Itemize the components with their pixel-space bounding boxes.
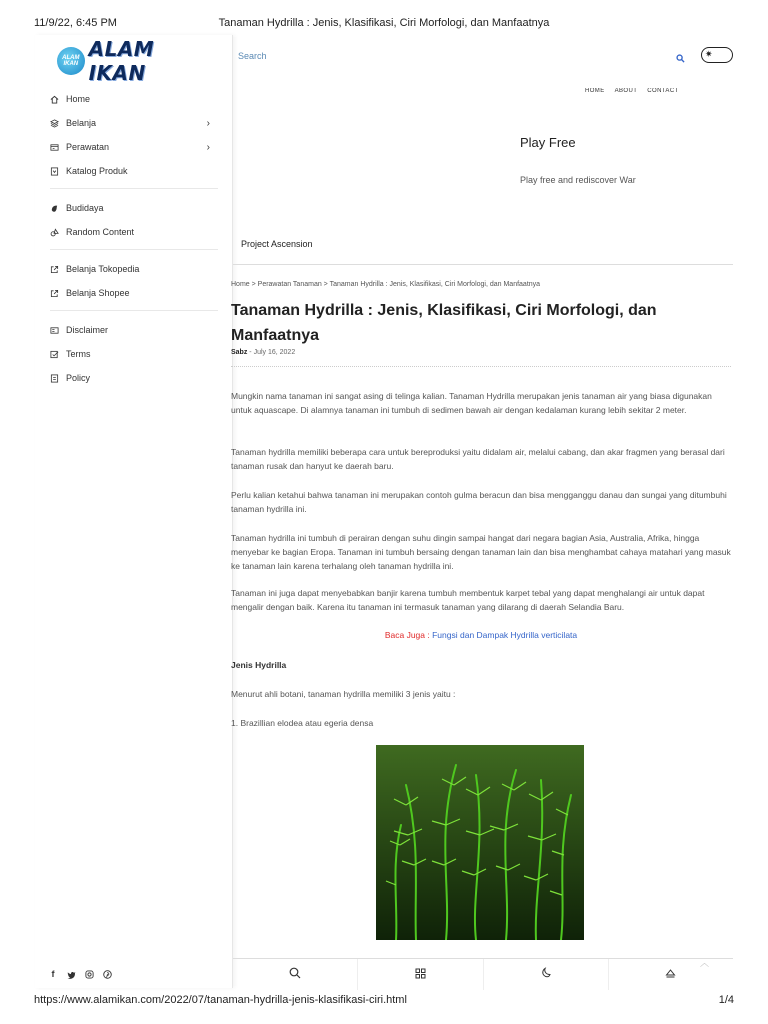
search-icon[interactable] [676,50,685,68]
search-icon [289,966,301,984]
paragraph: Tanaman ini juga dapat menyebabkan banjir karena tumbuh membentuk karpet tebal yang dapat menghalangi air untuk dapat mengalir dengan baik. Karena itu tanaman ini termasuk tanaman yang dilarang di daerah Selandia Baru. [231,588,705,612]
paragraph: Perlu kalian ketahui bahwa tanaman ini merupakan contoh gulma beracun dan bisa mengganggu danau dan sungai yang ditumbuhi tanaman hydrilla ini. [231,490,727,514]
print-page-count: 1/4 [718,994,734,1006]
id-card-icon [50,326,59,335]
social-links [48,969,112,979]
post-title: Tanaman Hydrilla : Jenis, Klasifikasi, Ciri Morfologi, dan Manfaatnya [231,302,657,344]
sidebar-item-label: Belanja [66,118,97,128]
sidebar-item-label: Terms [66,349,91,359]
eject-icon [665,966,676,984]
list-item: 1. Brazillian elodea atau egeria densa [231,718,374,728]
sidebar-item-belanja[interactable] [50,115,220,131]
sidebar-divider [50,188,218,189]
sidebar-item-belanja-shopee[interactable] [50,285,220,301]
paragraph: Tanaman hydrilla ini tumbuh di perairan dengan suhu dingin sampai hangat dari negara bagian Asia, Australia, Afrika, hingga menyebar ke bagian Eropa. Tanaman ini tumbuh bersaing dengan tanaman lain dan bisa menghambat cahaya matahari yang masuk ke tanaman lain karena terhalang oleh tanaman hydrilla ini. [231,533,731,571]
sidebar-item-policy[interactable] [50,370,220,386]
sidebar-item-label: Perawatan [66,142,110,152]
site-logo[interactable] [57,37,217,85]
grid-icon [415,966,426,984]
instagram-icon[interactable] [84,969,94,979]
ad-title: Play Free [520,135,576,150]
theme-toggle[interactable] [701,47,733,63]
sidebar-item-belanja-tokopedia[interactable] [50,261,220,277]
chevron-up-icon[interactable]: ︿ [700,958,710,968]
paragraph: Tanaman hydrilla memiliki beberapa cara untuk bereproduksi yaitu didalam air, melalui cabang, dan akar fragmen yang berasal dari tanaman rusak dan hanyut ke daerah baru. [231,447,725,471]
sidebar-item-random-content[interactable] [50,224,220,240]
sidebar-item-terms[interactable] [50,346,220,362]
catalog-icon [50,167,59,176]
top-bar [233,35,733,85]
ad-brand: Project Ascension [241,239,313,249]
pinterest-icon[interactable] [102,969,112,979]
section-heading: Jenis Hydrilla [231,660,287,670]
sidebar-item-label: Belanja Tokopedia [66,264,140,274]
hydrilla-photo [376,745,584,940]
sidebar-divider [50,310,218,311]
sidebar-item-label: Policy [66,373,91,383]
sidebar-item-home[interactable] [50,91,220,107]
sidebar-item-disclaimer[interactable] [50,322,220,338]
meta-divider [231,366,731,367]
fish-icon [50,204,59,213]
bottom-grid-button[interactable] [358,959,483,990]
nav-about[interactable]: ABOUT [614,88,638,94]
check-square-icon [50,350,59,359]
sidebar-item-perawatan[interactable] [50,139,220,155]
print-datetime: 11/9/22, 6:45 PM [34,17,117,29]
paragraph: Mungkin nama tanaman ini sangat asing di telinga kalian. Tanaman Hydrilla merupakan jenis tanaman air yang biasa digunakan untuk aquascape. Di alamnya tanaman ini tumbuh di sedimen bawah air dengan kedalaman kurang lebih sekitar 2 meter. [231,391,712,415]
bottom-toolbar [233,958,733,990]
layers-icon [50,119,59,128]
paragraph: Menurut ahli botani, tanaman hydrilla memiliki 3 jenis yaitu : [231,689,456,699]
print-header [0,17,768,31]
shapes-icon [50,228,59,237]
facebook-icon[interactable]: f [51,969,55,979]
ad-description: Play free and rediscover War [520,175,636,185]
sidebar-item-label: Budidaya [66,203,104,213]
sidebar-item-label: Random Content [66,227,135,237]
print-footer [0,994,768,1008]
chevron-right-icon: › [206,141,210,153]
sidebar-item-katalog-produk[interactable] [50,163,220,179]
nav-home[interactable]: HOME [585,88,605,94]
read-also [231,630,731,640]
search-input[interactable]: Search [238,51,267,61]
sidebar-item-label: Katalog Produk [66,166,128,176]
bottom-search-button[interactable] [233,959,358,990]
sidebar-item-budidaya[interactable] [50,200,220,216]
bottom-scroll-top-button[interactable] [609,959,733,990]
external-link-icon [50,289,59,298]
print-url: https://www.alamikan.com/2022/07/tanaman-hydrilla-jenis-klasifikasi-ciri.html [34,994,407,1006]
logo-text: ALAM IKAN [88,37,155,85]
breadcrumb[interactable]: Home > Perawatan Tanaman > Tanaman Hydrilla : Jenis, Klasifikasi, Ciri Morfologi, dan Manfaatnya [231,281,541,288]
ad-banner[interactable] [233,95,733,265]
nav-contact[interactable]: CONTACT [647,88,679,94]
card-icon [50,143,59,152]
policy-icon [50,374,59,383]
sun-icon: ✷ [705,49,713,59]
external-link-icon [50,265,59,274]
chevron-right-icon: › [206,117,210,129]
sidebar [35,35,233,988]
sidebar-item-label: Belanja Shopee [66,288,130,298]
post-date: July 16, 2022 [253,349,296,356]
read-also-label: Baca Juga : [384,630,433,640]
moon-icon [540,966,552,984]
logo-badge-icon: ALAM IKAN [57,47,85,75]
bottom-dark-mode-button[interactable] [484,959,609,990]
meta-separator: - [247,349,254,356]
post-meta [231,349,295,356]
sidebar-divider [50,249,218,250]
read-also-link[interactable]: Fungsi dan Dampak Hydrilla verticilata [432,630,578,640]
home-icon [50,95,59,104]
twitter-icon[interactable] [66,969,76,979]
print-doc-title: Tanaman Hydrilla : Jenis, Klasifikasi, Ciri Morfologi, dan Manfaatnya [218,17,550,29]
sidebar-item-label: Home [66,94,91,104]
post-author[interactable]: Sabz [231,349,248,356]
sidebar-item-label: Disclaimer [66,325,109,335]
